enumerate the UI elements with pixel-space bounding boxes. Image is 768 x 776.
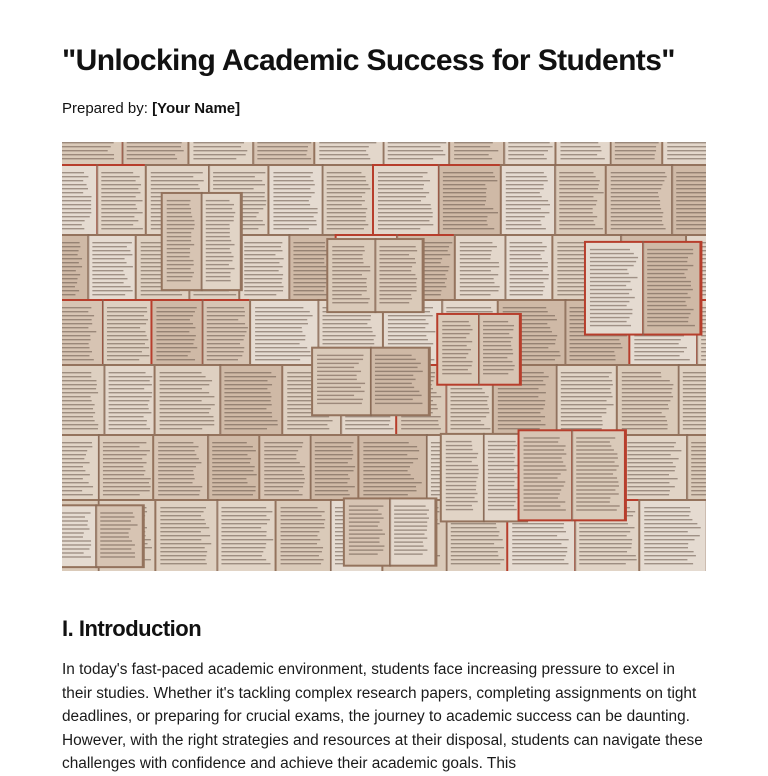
open-books-collage-photo <box>62 142 706 571</box>
prepared-by-name: [Your Name] <box>152 100 240 117</box>
introduction-paragraph: In today's fast-paced academic environment, students face increasing pressure to excel in their studies. Whether it's tackling complex research papers, completing assignments on tight deadlines, or preparing for crucial exams, the journey to academic success can be daunting. However, with the right strategies and resources at their disposal, students can navigate these challenges with confidence and achieve their academic goals. This <box>62 658 706 776</box>
prepared-by-label: Prepared by: <box>62 100 148 117</box>
prepared-by-line <box>62 100 240 117</box>
section-heading-introduction: I. Introduction <box>62 616 201 642</box>
hero-image <box>62 142 706 571</box>
document-title: "Unlocking Academic Success for Students" <box>62 44 675 78</box>
